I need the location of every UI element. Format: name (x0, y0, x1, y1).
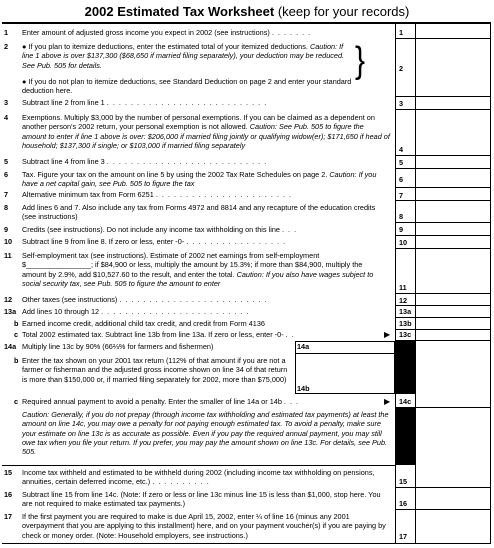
line-5-label: Subtract line 4 from line 3 . . . . . . . . . . . . . . . . . . . . . . . . . . . (22, 157, 268, 166)
line-3-label: Subtract line 2 from line 1 . . . . . . . . . . . . . . . . . . . . . . . . . . . (22, 98, 268, 107)
answer-column-divider (415, 23, 416, 543)
line-4-label: Exemptions. Multiply $3,000 by the number of personal exemptions. If you can be claimed as a dependent on another person's 2002 return, your personal exemption is not allowed. Caution: See Pub. 505 to figure the amount to enter if line 1 above is over: $206,000 if married filing jointly or qualifying widow(er); $171,650 if head of household; $137,300 if single; or $103,000 if married filing separately (22, 113, 390, 150)
line-4-answer-field[interactable] (396, 155, 491, 156)
line-13a-answer-field[interactable] (396, 317, 491, 318)
line-2-bullet-2: ● If you do not plan to itemize deductions, see Standard Deduction on page 2 and enter your standard deduction here. (22, 77, 352, 96)
bottom-rule (2, 543, 491, 544)
line-6-box-label: 6 (399, 175, 404, 184)
line-7-box-label: 7 (399, 191, 404, 200)
top-rule (2, 22, 491, 24)
line-8-box-label: 8 (399, 212, 404, 221)
line-5-answer-field[interactable] (396, 168, 491, 169)
line-6-number: 6 (4, 170, 9, 179)
line-16-number: 16 (4, 490, 13, 499)
line-1-box-label: 1 (399, 28, 404, 37)
line-9-number: 9 (4, 225, 9, 234)
line-13b-box-label: 13b (399, 319, 412, 328)
line-12-number: 12 (4, 295, 13, 304)
line-14c-label: Required annual payment to avoid a penalty. Enter the smaller of line 14a or 14b . . . (22, 397, 300, 406)
line-3-number: 3 (4, 98, 9, 107)
line-13b-letter: b (14, 319, 19, 328)
line-13c-box-label: 13c (399, 330, 412, 339)
line-11-label: Self-employment tax (see instructions). Estimate of 2002 net earnings from self-employment $________________; if $84,900 or less, multiply the amount by 15.3%; if more than $84,900, multiply the amount by 2.9%, add $10,527.60 to the result, and enter the total. Caution: If you also have wages subject to social security tax, see Pub. 505 to figure the amount to enter (22, 251, 374, 288)
brace-icon: } (355, 39, 366, 81)
shaded-block-14 (396, 341, 415, 394)
arrow-icon: ▶ (384, 330, 391, 339)
line-14a-answer-field[interactable] (295, 341, 395, 354)
line-17-number: 17 (4, 512, 13, 521)
shaded-block-caution (396, 408, 415, 465)
line-13c-label: Total 2002 estimated tax. Subtract line 13b from line 13a. If zero or less, enter -0- . . (22, 330, 295, 339)
line-14c-box-label: 14c (399, 397, 412, 406)
caution-divider (2, 465, 396, 466)
line-13a-box-label: 13a (399, 307, 412, 316)
line-7-answer-field[interactable] (396, 200, 491, 201)
line-1-answer-field[interactable] (396, 38, 491, 39)
bullet-icon: ● (22, 77, 27, 86)
line-10-number: 10 (4, 237, 13, 246)
line-10-answer-field[interactable] (396, 248, 491, 249)
line-14b-answer-field[interactable] (295, 354, 395, 394)
line-9-box-label: 9 (399, 225, 404, 234)
line-12-answer-field[interactable] (396, 305, 491, 306)
line-5-number: 5 (4, 157, 9, 166)
line-1-label: Enter amount of adjusted gross income you expect in 2002 (see instructions) . . . . . . . (22, 28, 312, 37)
line-13a-number: 13a (4, 307, 17, 316)
line-14b-letter: b (14, 356, 19, 365)
line-11-box-label: 11 (399, 283, 407, 292)
line-3-answer-field[interactable] (396, 109, 491, 110)
line-2-number: 2 (4, 42, 9, 51)
title-subtitle: (keep for your records) (277, 4, 410, 19)
line-14a-box-label: 14a (297, 342, 310, 351)
line-5-box-label: 5 (399, 158, 404, 167)
line-14b-box-label: 14b (297, 384, 310, 393)
line-17-label: If the first payment you are required to make is due April 15, 2002, enter ¼ of line 16 (minus any 2001 overpayment that you are applying to this installment) here, and on your payment voucher(s) if you are paying by check or money order. (Note: Household employers, see instructions.) (22, 512, 386, 540)
answer-column-right-border (490, 23, 491, 543)
line-11-answer-field[interactable] (396, 293, 491, 294)
line-10-box-label: 10 (399, 238, 408, 247)
line-9-answer-field[interactable] (396, 235, 491, 236)
line-17-box-label: 17 (399, 532, 408, 541)
line-16-label: Subtract line 15 from line 14c. (Note: If zero or less or line 13c minus line 15 is less than $1,000, stop here. You are not required to make estimated tax payments.) (22, 490, 381, 509)
line-14a-label: Multiply line 13c by 90% (66⅔% for farmers and fishermen) (22, 342, 214, 351)
line-1-number: 1 (4, 28, 9, 37)
line-2-bullet-1: ● If you plan to itemize deductions, enter the estimated total of your itemized deductions. Caution: If line 1 above is over $137,300 ($68,650 if married filing separately), your deduction may be reduced. See Pub. 505 for details. (22, 42, 345, 70)
line-8-answer-field[interactable] (396, 222, 491, 223)
line-13c-letter: c (14, 330, 19, 339)
title-text: 2002 Estimated Tax Worksheet (84, 4, 275, 19)
line-15-answer-field[interactable] (396, 487, 491, 488)
line-15-label: Income tax withheld and estimated to be withheld during 2002 (including income tax withholding on pensions, annuities, certain deferred income, etc.) . . . . . . . . . . (22, 468, 375, 487)
line-4-box-label: 4 (399, 145, 404, 154)
line-8-label: Add lines 6 and 7. Also include any tax from Forms 4972 and 8814 and any recapture of the education credits (see instructions) (22, 203, 376, 222)
line-4-number: 4 (4, 113, 9, 122)
line-7-number: 7 (4, 190, 9, 199)
line-15-number: 15 (4, 468, 13, 477)
line-6-label: Tax. Figure your tax on the amount on line 5 by using the 2002 Tax Rate Schedules on page 2. Caution: If you have a net capital gain, see Pub. 505 to figure the tax (22, 170, 377, 189)
line-12-label: Other taxes (see instructions) . . . . . . . . . . . . . . . . . . . . . . . . . (22, 295, 268, 304)
line-8-number: 8 (4, 203, 9, 212)
bullet-icon: ● (22, 42, 27, 51)
line-2-answer-field[interactable] (396, 96, 491, 97)
line-3-box-label: 3 (399, 99, 404, 108)
arrow-icon: ▶ (384, 397, 391, 406)
line-2-box-label: 2 (399, 64, 404, 73)
line-11-number: 11 (4, 251, 12, 260)
line-15-box-label: 15 (399, 477, 408, 486)
line-16-box-label: 16 (399, 499, 408, 508)
line-14c-letter: c (14, 397, 19, 406)
line-13a-label: Add lines 10 through 12 . . . . . . . . . . . . . . . . . . . . . . . . . (22, 307, 250, 316)
line-7-label: Alternative minimum tax from Form 6251 . . . . . . . . . . . . . . . . . . . . . . . (22, 190, 293, 199)
line-12-box-label: 12 (399, 296, 408, 305)
line-6-answer-field[interactable] (396, 187, 491, 188)
line-13b-label: Earned income credit, additional child tax credit, and credit from Form 4136 (22, 319, 265, 328)
worksheet-title (0, 4, 494, 20)
line-16-answer-field[interactable] (396, 509, 491, 510)
caution-block: Caution: Generally, if you do not prepay (through income tax withholding and estimated tax payments) at least the amount on line 14c, you may owe a penalty for not paying enough estimated tax. To avoid a penalty, make sure your estimate on line 13c is as accurate as possible. Even if you pay the required annual payment, you may still owe tax when you file your return. If you prefer, you may pay the amount shown on line 13c. For details, see Pub. 505. (22, 410, 389, 457)
line-10-label: Subtract line 9 from line 8. If zero or less, enter -0- . . . . . . . . . . . . . . . . . (22, 237, 287, 246)
line-14b-label: Enter the tax shown on your 2001 tax return (112% of that amount if you are not a farmer or fisherman and the adjusted gross income shown on line 34 of that return is more than $150,000 or, if married filing separately for 2002, more than $75,000) (22, 356, 288, 384)
line-14a-number: 14a (4, 342, 17, 351)
line-9-label: Credits (see instructions). Do not include any income tax withholding on this line . . . (22, 225, 298, 234)
